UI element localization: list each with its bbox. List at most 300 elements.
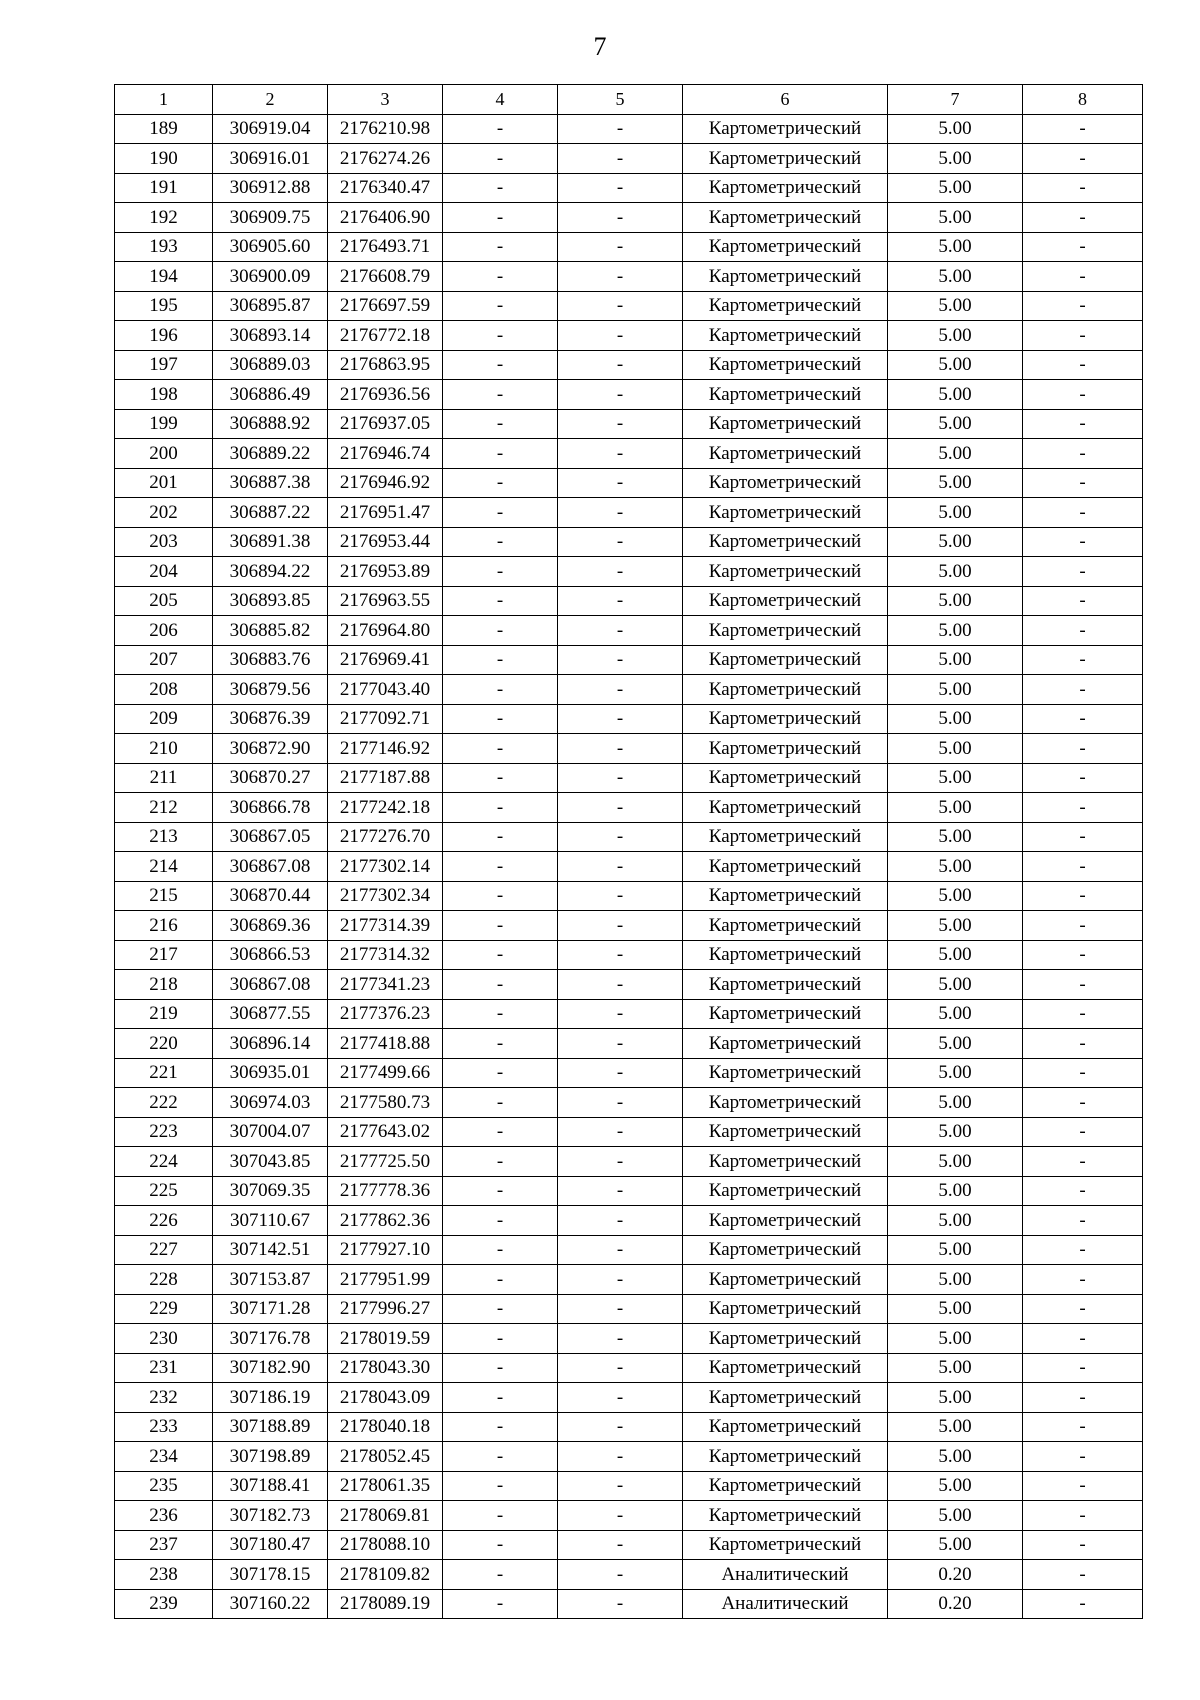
cell-col-5: - bbox=[558, 1442, 683, 1472]
cell-y-coordinate: 2176963.55 bbox=[328, 586, 443, 616]
cell-point-number: 194 bbox=[115, 262, 213, 292]
cell-point-number: 229 bbox=[115, 1294, 213, 1324]
table-row bbox=[115, 527, 1143, 557]
cell-y-coordinate: 2177996.27 bbox=[328, 1294, 443, 1324]
table-row bbox=[115, 144, 1143, 174]
cell-y-coordinate: 2177092.71 bbox=[328, 704, 443, 734]
cell-point-number: 203 bbox=[115, 527, 213, 557]
cell-precision: 5.00 bbox=[888, 1530, 1023, 1560]
cell-y-coordinate: 2177302.14 bbox=[328, 852, 443, 882]
cell-col-8: - bbox=[1023, 822, 1143, 852]
table-row bbox=[115, 970, 1143, 1000]
cell-point-number: 228 bbox=[115, 1265, 213, 1295]
cell-col-4: - bbox=[443, 1471, 558, 1501]
table-row bbox=[115, 232, 1143, 262]
cell-y-coordinate: 2177276.70 bbox=[328, 822, 443, 852]
cell-y-coordinate: 2176953.89 bbox=[328, 557, 443, 587]
cell-x-coordinate: 306870.27 bbox=[213, 763, 328, 793]
cell-col-8: - bbox=[1023, 1235, 1143, 1265]
table-row bbox=[115, 409, 1143, 439]
cell-y-coordinate: 2177862.36 bbox=[328, 1206, 443, 1236]
table-row bbox=[115, 793, 1143, 823]
cell-col-8: - bbox=[1023, 970, 1143, 1000]
cell-method: Картометрический bbox=[683, 1412, 888, 1442]
cell-x-coordinate: 307171.28 bbox=[213, 1294, 328, 1324]
cell-x-coordinate: 307153.87 bbox=[213, 1265, 328, 1295]
cell-x-coordinate: 306887.38 bbox=[213, 468, 328, 498]
table-row bbox=[115, 763, 1143, 793]
cell-col-5: - bbox=[558, 350, 683, 380]
cell-x-coordinate: 307178.15 bbox=[213, 1560, 328, 1590]
cell-precision: 5.00 bbox=[888, 1265, 1023, 1295]
table-row bbox=[115, 852, 1143, 882]
table-row bbox=[115, 1294, 1143, 1324]
table-row bbox=[115, 616, 1143, 646]
cell-col-8: - bbox=[1023, 114, 1143, 144]
cell-method: Картометрический bbox=[683, 1206, 888, 1236]
cell-x-coordinate: 307069.35 bbox=[213, 1176, 328, 1206]
cell-col-4: - bbox=[443, 291, 558, 321]
cell-y-coordinate: 2178089.19 bbox=[328, 1589, 443, 1619]
table-row bbox=[115, 1117, 1143, 1147]
cell-point-number: 224 bbox=[115, 1147, 213, 1177]
cell-method: Картометрический bbox=[683, 586, 888, 616]
cell-col-4: - bbox=[443, 704, 558, 734]
cell-method: Картометрический bbox=[683, 1324, 888, 1354]
cell-point-number: 235 bbox=[115, 1471, 213, 1501]
cell-col-4: - bbox=[443, 114, 558, 144]
cell-x-coordinate: 306867.05 bbox=[213, 822, 328, 852]
table-row bbox=[115, 1412, 1143, 1442]
cell-point-number: 196 bbox=[115, 321, 213, 351]
table-row bbox=[115, 881, 1143, 911]
cell-point-number: 230 bbox=[115, 1324, 213, 1354]
cell-col-5: - bbox=[558, 970, 683, 1000]
cell-precision: 5.00 bbox=[888, 1471, 1023, 1501]
table-row bbox=[115, 999, 1143, 1029]
cell-method: Картометрический bbox=[683, 675, 888, 705]
table-row bbox=[115, 557, 1143, 587]
cell-precision: 5.00 bbox=[888, 1412, 1023, 1442]
cell-col-4: - bbox=[443, 498, 558, 528]
cell-col-5: - bbox=[558, 881, 683, 911]
cell-col-5: - bbox=[558, 409, 683, 439]
cell-col-4: - bbox=[443, 173, 558, 203]
table-row bbox=[115, 822, 1143, 852]
table-row bbox=[115, 1147, 1143, 1177]
cell-col-5: - bbox=[558, 321, 683, 351]
cell-col-8: - bbox=[1023, 232, 1143, 262]
cell-method: Картометрический bbox=[683, 645, 888, 675]
cell-method: Картометрический bbox=[683, 409, 888, 439]
cell-point-number: 200 bbox=[115, 439, 213, 469]
cell-col-4: - bbox=[443, 527, 558, 557]
cell-col-5: - bbox=[558, 852, 683, 882]
cell-col-5: - bbox=[558, 822, 683, 852]
table-row bbox=[115, 1560, 1143, 1590]
cell-col-8: - bbox=[1023, 498, 1143, 528]
cell-point-number: 221 bbox=[115, 1058, 213, 1088]
cell-col-4: - bbox=[443, 1353, 558, 1383]
cell-precision: 5.00 bbox=[888, 940, 1023, 970]
cell-y-coordinate: 2178019.59 bbox=[328, 1324, 443, 1354]
cell-col-4: - bbox=[443, 675, 558, 705]
cell-precision: 5.00 bbox=[888, 114, 1023, 144]
cell-y-coordinate: 2177187.88 bbox=[328, 763, 443, 793]
cell-method: Картометрический bbox=[683, 232, 888, 262]
table-row bbox=[115, 1265, 1143, 1295]
cell-x-coordinate: 306893.14 bbox=[213, 321, 328, 351]
cell-col-4: - bbox=[443, 645, 558, 675]
table-row bbox=[115, 321, 1143, 351]
cell-method: Картометрический bbox=[683, 852, 888, 882]
cell-col-4: - bbox=[443, 321, 558, 351]
cell-col-8: - bbox=[1023, 203, 1143, 233]
cell-x-coordinate: 306867.08 bbox=[213, 852, 328, 882]
cell-y-coordinate: 2178043.30 bbox=[328, 1353, 443, 1383]
table-row bbox=[115, 645, 1143, 675]
cell-y-coordinate: 2176697.59 bbox=[328, 291, 443, 321]
cell-x-coordinate: 306872.90 bbox=[213, 734, 328, 764]
cell-col-4: - bbox=[443, 1560, 558, 1590]
cell-method: Картометрический bbox=[683, 704, 888, 734]
cell-col-5: - bbox=[558, 1058, 683, 1088]
cell-x-coordinate: 307004.07 bbox=[213, 1117, 328, 1147]
cell-col-4: - bbox=[443, 350, 558, 380]
cell-y-coordinate: 2176493.71 bbox=[328, 232, 443, 262]
cell-method: Картометрический bbox=[683, 970, 888, 1000]
cell-x-coordinate: 306935.01 bbox=[213, 1058, 328, 1088]
cell-y-coordinate: 2176274.26 bbox=[328, 144, 443, 174]
cell-precision: 5.00 bbox=[888, 144, 1023, 174]
header-cell-col-1: 1 bbox=[115, 85, 213, 115]
cell-y-coordinate: 2176340.47 bbox=[328, 173, 443, 203]
header-cell-col-2: 2 bbox=[213, 85, 328, 115]
cell-method: Картометрический bbox=[683, 203, 888, 233]
table-row bbox=[115, 704, 1143, 734]
cell-col-4: - bbox=[443, 1058, 558, 1088]
cell-method: Картометрический bbox=[683, 557, 888, 587]
cell-col-5: - bbox=[558, 1176, 683, 1206]
cell-col-8: - bbox=[1023, 1501, 1143, 1531]
cell-precision: 5.00 bbox=[888, 380, 1023, 410]
cell-method: Картометрический bbox=[683, 144, 888, 174]
cell-point-number: 239 bbox=[115, 1589, 213, 1619]
cell-precision: 5.00 bbox=[888, 852, 1023, 882]
table-header bbox=[115, 85, 1143, 115]
cell-point-number: 223 bbox=[115, 1117, 213, 1147]
cell-x-coordinate: 306889.22 bbox=[213, 439, 328, 469]
cell-point-number: 202 bbox=[115, 498, 213, 528]
cell-method: Картометрический bbox=[683, 1058, 888, 1088]
table-row bbox=[115, 262, 1143, 292]
cell-point-number: 214 bbox=[115, 852, 213, 882]
cell-col-4: - bbox=[443, 1383, 558, 1413]
cell-x-coordinate: 306974.03 bbox=[213, 1088, 328, 1118]
cell-precision: 5.00 bbox=[888, 704, 1023, 734]
cell-x-coordinate: 307182.90 bbox=[213, 1353, 328, 1383]
table-row bbox=[115, 1383, 1143, 1413]
cell-col-8: - bbox=[1023, 616, 1143, 646]
cell-method: Картометрический bbox=[683, 822, 888, 852]
cell-precision: 5.00 bbox=[888, 409, 1023, 439]
cell-x-coordinate: 306889.03 bbox=[213, 350, 328, 380]
table-row bbox=[115, 1029, 1143, 1059]
cell-y-coordinate: 2178109.82 bbox=[328, 1560, 443, 1590]
cell-y-coordinate: 2176946.74 bbox=[328, 439, 443, 469]
cell-method: Картометрический bbox=[683, 1088, 888, 1118]
cell-col-8: - bbox=[1023, 881, 1143, 911]
cell-point-number: 205 bbox=[115, 586, 213, 616]
cell-col-4: - bbox=[443, 409, 558, 439]
table-row bbox=[115, 940, 1143, 970]
cell-point-number: 233 bbox=[115, 1412, 213, 1442]
cell-col-5: - bbox=[558, 734, 683, 764]
cell-point-number: 193 bbox=[115, 232, 213, 262]
cell-col-5: - bbox=[558, 1294, 683, 1324]
cell-col-8: - bbox=[1023, 1265, 1143, 1295]
cell-col-4: - bbox=[443, 468, 558, 498]
cell-col-4: - bbox=[443, 380, 558, 410]
cell-x-coordinate: 306869.36 bbox=[213, 911, 328, 941]
cell-method: Картометрический bbox=[683, 1117, 888, 1147]
cell-method: Картометрический bbox=[683, 793, 888, 823]
cell-col-5: - bbox=[558, 586, 683, 616]
cell-col-4: - bbox=[443, 1501, 558, 1531]
cell-col-4: - bbox=[443, 616, 558, 646]
cell-point-number: 198 bbox=[115, 380, 213, 410]
table-row bbox=[115, 173, 1143, 203]
cell-method: Картометрический bbox=[683, 498, 888, 528]
cell-y-coordinate: 2177314.32 bbox=[328, 940, 443, 970]
table-row bbox=[115, 586, 1143, 616]
cell-y-coordinate: 2176937.05 bbox=[328, 409, 443, 439]
cell-y-coordinate: 2177043.40 bbox=[328, 675, 443, 705]
cell-method: Аналитический bbox=[683, 1560, 888, 1590]
cell-x-coordinate: 307110.67 bbox=[213, 1206, 328, 1236]
cell-precision: 5.00 bbox=[888, 1353, 1023, 1383]
cell-point-number: 197 bbox=[115, 350, 213, 380]
cell-method: Картометрический bbox=[683, 527, 888, 557]
table-row bbox=[115, 380, 1143, 410]
cell-y-coordinate: 2178052.45 bbox=[328, 1442, 443, 1472]
cell-precision: 5.00 bbox=[888, 911, 1023, 941]
cell-precision: 0.20 bbox=[888, 1560, 1023, 1590]
cell-col-8: - bbox=[1023, 1176, 1143, 1206]
cell-y-coordinate: 2178040.18 bbox=[328, 1412, 443, 1442]
cell-col-8: - bbox=[1023, 557, 1143, 587]
cell-x-coordinate: 307142.51 bbox=[213, 1235, 328, 1265]
cell-x-coordinate: 306916.01 bbox=[213, 144, 328, 174]
cell-col-5: - bbox=[558, 1471, 683, 1501]
cell-col-8: - bbox=[1023, 1412, 1143, 1442]
cell-col-5: - bbox=[558, 1324, 683, 1354]
cell-x-coordinate: 306887.22 bbox=[213, 498, 328, 528]
cell-col-8: - bbox=[1023, 173, 1143, 203]
cell-col-4: - bbox=[443, 557, 558, 587]
table-row bbox=[115, 1530, 1143, 1560]
cell-precision: 5.00 bbox=[888, 616, 1023, 646]
cell-col-4: - bbox=[443, 1265, 558, 1295]
cell-col-4: - bbox=[443, 1029, 558, 1059]
cell-col-8: - bbox=[1023, 409, 1143, 439]
cell-point-number: 206 bbox=[115, 616, 213, 646]
cell-col-8: - bbox=[1023, 262, 1143, 292]
cell-col-8: - bbox=[1023, 468, 1143, 498]
header-cell-col-7: 7 bbox=[888, 85, 1023, 115]
cell-point-number: 190 bbox=[115, 144, 213, 174]
cell-precision: 5.00 bbox=[888, 1383, 1023, 1413]
cell-col-4: - bbox=[443, 144, 558, 174]
cell-method: Картометрический bbox=[683, 616, 888, 646]
cell-y-coordinate: 2177242.18 bbox=[328, 793, 443, 823]
cell-col-8: - bbox=[1023, 1058, 1143, 1088]
cell-y-coordinate: 2176951.47 bbox=[328, 498, 443, 528]
cell-col-5: - bbox=[558, 232, 683, 262]
cell-col-8: - bbox=[1023, 852, 1143, 882]
cell-point-number: 227 bbox=[115, 1235, 213, 1265]
cell-x-coordinate: 306894.22 bbox=[213, 557, 328, 587]
cell-x-coordinate: 307188.89 bbox=[213, 1412, 328, 1442]
cell-point-number: 219 bbox=[115, 999, 213, 1029]
table-row bbox=[115, 1471, 1143, 1501]
cell-col-5: - bbox=[558, 557, 683, 587]
cell-col-4: - bbox=[443, 1324, 558, 1354]
cell-precision: 0.20 bbox=[888, 1589, 1023, 1619]
cell-precision: 5.00 bbox=[888, 881, 1023, 911]
cell-method: Картометрический bbox=[683, 881, 888, 911]
cell-x-coordinate: 307160.22 bbox=[213, 1589, 328, 1619]
cell-x-coordinate: 306905.60 bbox=[213, 232, 328, 262]
table-row bbox=[115, 1206, 1143, 1236]
cell-precision: 5.00 bbox=[888, 734, 1023, 764]
header-cell-col-5: 5 bbox=[558, 85, 683, 115]
cell-point-number: 236 bbox=[115, 1501, 213, 1531]
cell-precision: 5.00 bbox=[888, 763, 1023, 793]
cell-col-8: - bbox=[1023, 1530, 1143, 1560]
cell-precision: 5.00 bbox=[888, 1117, 1023, 1147]
cell-col-8: - bbox=[1023, 763, 1143, 793]
cell-y-coordinate: 2177951.99 bbox=[328, 1265, 443, 1295]
cell-y-coordinate: 2176964.80 bbox=[328, 616, 443, 646]
table-row bbox=[115, 1442, 1143, 1472]
cell-col-5: - bbox=[558, 144, 683, 174]
cell-method: Картометрический bbox=[683, 1029, 888, 1059]
cell-col-4: - bbox=[443, 586, 558, 616]
cell-precision: 5.00 bbox=[888, 999, 1023, 1029]
cell-col-5: - bbox=[558, 1088, 683, 1118]
cell-precision: 5.00 bbox=[888, 262, 1023, 292]
cell-col-4: - bbox=[443, 793, 558, 823]
cell-col-5: - bbox=[558, 114, 683, 144]
cell-method: Картометрический bbox=[683, 1235, 888, 1265]
cell-col-5: - bbox=[558, 380, 683, 410]
cell-col-5: - bbox=[558, 645, 683, 675]
page-number: 7 bbox=[593, 32, 607, 61]
cell-col-5: - bbox=[558, 1147, 683, 1177]
table-row bbox=[115, 350, 1143, 380]
cell-col-5: - bbox=[558, 1383, 683, 1413]
table-row bbox=[115, 1324, 1143, 1354]
cell-point-number: 210 bbox=[115, 734, 213, 764]
cell-method: Картометрический bbox=[683, 291, 888, 321]
cell-point-number: 207 bbox=[115, 645, 213, 675]
table-row bbox=[115, 439, 1143, 469]
cell-col-4: - bbox=[443, 1294, 558, 1324]
cell-col-8: - bbox=[1023, 734, 1143, 764]
table-row bbox=[115, 1088, 1143, 1118]
cell-col-4: - bbox=[443, 1442, 558, 1472]
cell-col-4: - bbox=[443, 262, 558, 292]
header-cell-col-4: 4 bbox=[443, 85, 558, 115]
cell-x-coordinate: 306900.09 bbox=[213, 262, 328, 292]
header-row bbox=[115, 85, 1143, 115]
cell-x-coordinate: 307182.73 bbox=[213, 1501, 328, 1531]
cell-point-number: 213 bbox=[115, 822, 213, 852]
cell-col-8: - bbox=[1023, 1324, 1143, 1354]
cell-col-4: - bbox=[443, 1117, 558, 1147]
cell-col-5: - bbox=[558, 1235, 683, 1265]
cell-precision: 5.00 bbox=[888, 645, 1023, 675]
cell-y-coordinate: 2176406.90 bbox=[328, 203, 443, 233]
cell-precision: 5.00 bbox=[888, 527, 1023, 557]
cell-x-coordinate: 306885.82 bbox=[213, 616, 328, 646]
cell-x-coordinate: 306877.55 bbox=[213, 999, 328, 1029]
cell-method: Картометрический bbox=[683, 940, 888, 970]
table-row bbox=[115, 1353, 1143, 1383]
cell-col-5: - bbox=[558, 1206, 683, 1236]
cell-col-8: - bbox=[1023, 321, 1143, 351]
cell-col-4: - bbox=[443, 911, 558, 941]
cell-precision: 5.00 bbox=[888, 793, 1023, 823]
cell-x-coordinate: 306888.92 bbox=[213, 409, 328, 439]
cell-col-8: - bbox=[1023, 793, 1143, 823]
cell-col-8: - bbox=[1023, 675, 1143, 705]
cell-col-5: - bbox=[558, 173, 683, 203]
cell-method: Картометрический bbox=[683, 1471, 888, 1501]
cell-precision: 5.00 bbox=[888, 350, 1023, 380]
cell-point-number: 222 bbox=[115, 1088, 213, 1118]
cell-method: Картометрический bbox=[683, 1353, 888, 1383]
cell-col-4: - bbox=[443, 734, 558, 764]
cell-point-number: 216 bbox=[115, 911, 213, 941]
cell-y-coordinate: 2177643.02 bbox=[328, 1117, 443, 1147]
cell-precision: 5.00 bbox=[888, 203, 1023, 233]
cell-precision: 5.00 bbox=[888, 498, 1023, 528]
cell-y-coordinate: 2177341.23 bbox=[328, 970, 443, 1000]
cell-col-4: - bbox=[443, 1412, 558, 1442]
cell-col-8: - bbox=[1023, 1117, 1143, 1147]
header-cell-col-3: 3 bbox=[328, 85, 443, 115]
cell-col-4: - bbox=[443, 999, 558, 1029]
cell-method: Картометрический bbox=[683, 734, 888, 764]
cell-col-5: - bbox=[558, 1589, 683, 1619]
cell-method: Картометрический bbox=[683, 350, 888, 380]
cell-point-number: 218 bbox=[115, 970, 213, 1000]
cell-col-8: - bbox=[1023, 439, 1143, 469]
cell-x-coordinate: 307186.19 bbox=[213, 1383, 328, 1413]
cell-point-number: 195 bbox=[115, 291, 213, 321]
cell-col-8: - bbox=[1023, 1383, 1143, 1413]
cell-col-8: - bbox=[1023, 380, 1143, 410]
cell-method: Картометрический bbox=[683, 1176, 888, 1206]
cell-precision: 5.00 bbox=[888, 557, 1023, 587]
coordinates-table bbox=[114, 84, 1143, 1619]
cell-x-coordinate: 306909.75 bbox=[213, 203, 328, 233]
cell-col-4: - bbox=[443, 970, 558, 1000]
cell-precision: 5.00 bbox=[888, 439, 1023, 469]
cell-precision: 5.00 bbox=[888, 1088, 1023, 1118]
